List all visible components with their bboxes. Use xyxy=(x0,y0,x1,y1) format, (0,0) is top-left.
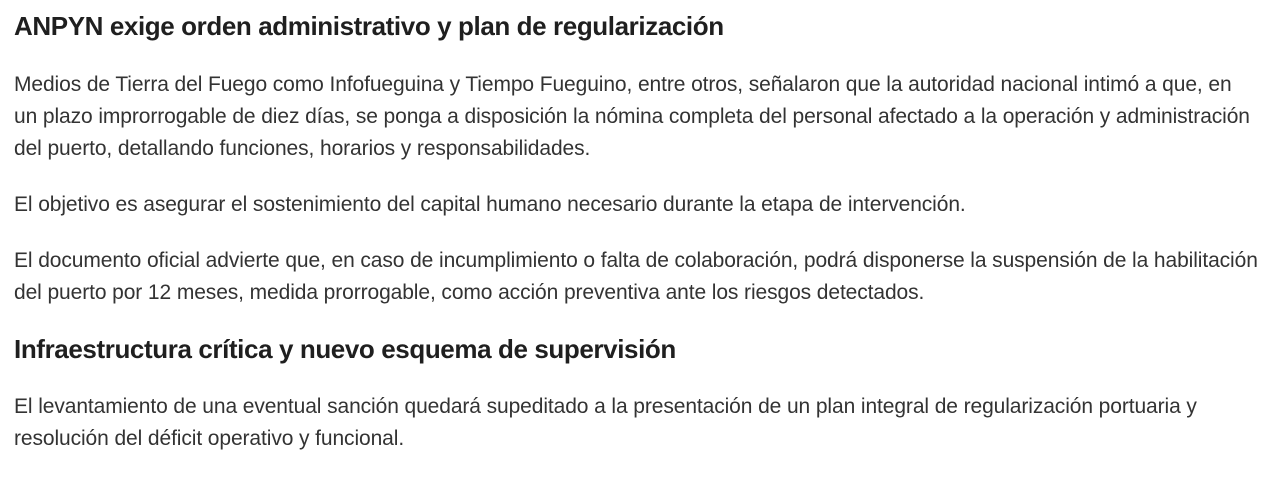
paragraph-levantamiento-sancion: El levantamiento de una eventual sanción quedará supeditado a la presentación de un plan integral de regularización portuaria y resolución del déficit operativo y funcional. xyxy=(14,395,1197,450)
paragraph-objetivo-capital-humano: El objetivo es asegurar el sostenimiento del capital humano necesario durante la etapa de intervención. xyxy=(14,192,966,216)
section-heading-anpyn: ANPYN exige orden administrativo y plan de regularización xyxy=(14,11,724,41)
paragraph-medios-intimacion: Medios de Tierra del Fuego como Infofueguina y Tiempo Fueguino, entre otros, señalaron que la autoridad nacional intimó a que, en un plazo improrrogable de diez días, se ponga a disposición la nómina completa del personal afectado a la operación y administración del puerto, detallando funciones, horarios y responsabilidades. xyxy=(14,72,1250,160)
section-heading-infraestructura: Infraestructura crítica y nuevo esquema de supervisión xyxy=(14,333,676,364)
paragraph-advertencia-suspension: El documento oficial advierte que, en caso de incumplimiento o falta de colaboración, podrá disponerse la suspensión de la habilitación del puerto por 12 meses, medida prorrogable, como acción preventiva ante los riesgos detectados. xyxy=(14,248,1258,304)
